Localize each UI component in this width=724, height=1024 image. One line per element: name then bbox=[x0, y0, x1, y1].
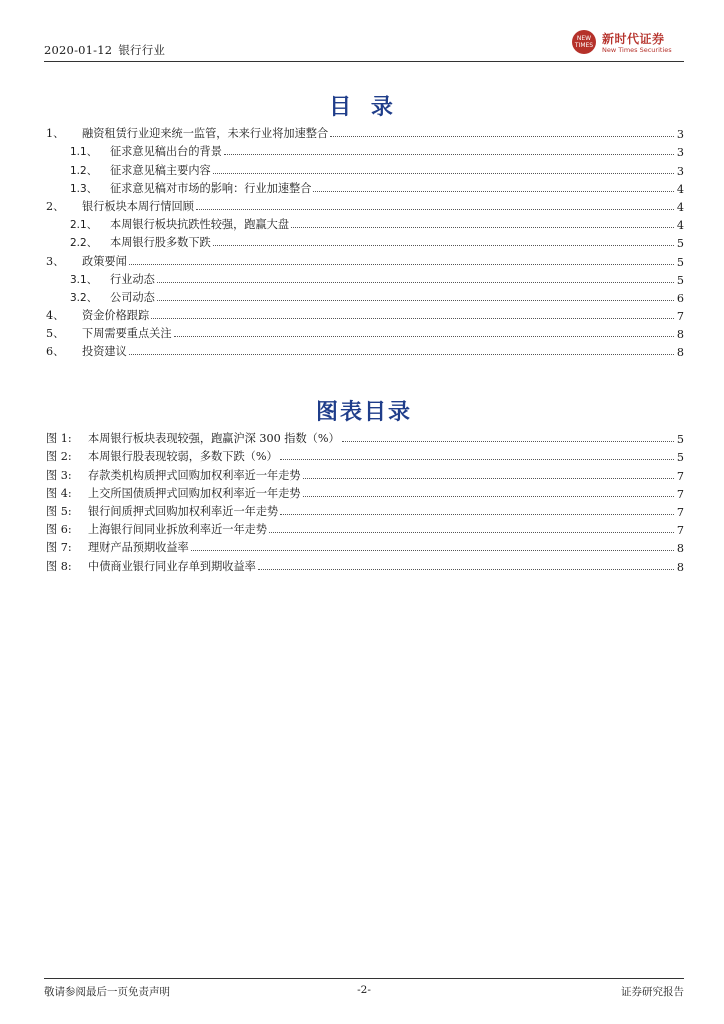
toc-entry-number: 3.2、 bbox=[70, 291, 98, 304]
figure-entry[interactable] bbox=[44, 428, 684, 446]
figure-entry-page: 7 bbox=[676, 487, 684, 501]
figure-entry[interactable] bbox=[44, 464, 684, 482]
toc-dot-leader bbox=[213, 173, 674, 174]
footer-page-number: -2- bbox=[357, 984, 371, 996]
figure-entry-number: 图 6: bbox=[46, 523, 72, 537]
figure-dot-leader bbox=[280, 514, 674, 515]
figure-dot-leader bbox=[269, 532, 674, 533]
figure-entry-number: 图 2: bbox=[46, 450, 72, 464]
toc-entry[interactable] bbox=[44, 269, 684, 287]
toc-entry-label: 政策要闻 bbox=[82, 254, 127, 268]
toc-entry-page: 5 bbox=[676, 255, 684, 269]
toc-entry[interactable] bbox=[44, 123, 684, 141]
toc-entry-label: 征求意见稿主要内容 bbox=[110, 163, 211, 177]
toc-entry[interactable] bbox=[44, 159, 684, 177]
header-text bbox=[44, 42, 165, 58]
toc-entry[interactable] bbox=[44, 178, 684, 196]
figure-dot-leader bbox=[258, 569, 674, 570]
figure-entry[interactable] bbox=[44, 519, 684, 537]
toc-entry-label: 征求意见稿对市场的影响：行业加速整合 bbox=[110, 181, 312, 195]
toc-entry-page: 7 bbox=[676, 310, 684, 324]
toc-entry-label: 融资租赁行业迎来统一监管，未来行业将加速整合 bbox=[82, 127, 329, 141]
toc-dot-leader bbox=[129, 354, 674, 355]
figure-entry[interactable] bbox=[44, 483, 684, 501]
report-date: 2020-01-12 bbox=[44, 43, 113, 57]
toc-entry-page: 3 bbox=[676, 146, 684, 160]
toc-list bbox=[44, 123, 684, 359]
figure-entry-label: 上交所国债质押式回购加权利率近一年走势 bbox=[88, 486, 301, 500]
toc-entry[interactable] bbox=[44, 341, 684, 359]
figure-entry-page: 8 bbox=[676, 560, 684, 574]
toc-entry[interactable] bbox=[44, 305, 684, 323]
page-footer bbox=[44, 978, 684, 999]
figure-entry-label: 银行间质押式回购加权利率近一年走势 bbox=[88, 504, 279, 518]
toc-entry-page: 5 bbox=[676, 237, 684, 251]
toc-entry-label: 投资建议 bbox=[82, 345, 127, 359]
toc-entry-label: 公司动态 bbox=[110, 290, 155, 304]
figure-entry-page: 7 bbox=[676, 469, 684, 483]
toc-dot-leader bbox=[313, 191, 674, 192]
toc-entry-page: 4 bbox=[676, 200, 684, 214]
toc-dot-leader bbox=[157, 300, 674, 301]
toc-entry-page: 3 bbox=[676, 128, 684, 142]
toc-dot-leader bbox=[291, 227, 674, 228]
figure-entry-number: 图 3: bbox=[46, 468, 72, 482]
figure-entry-label: 理财产品预期收益率 bbox=[88, 541, 189, 555]
figure-entry-label: 本周银行股表现较弱，多数下跌（%） bbox=[88, 450, 278, 464]
figure-entry-label: 存款类机构质押式回购加权利率近一年走势 bbox=[88, 468, 301, 482]
toc-dot-leader bbox=[174, 336, 674, 337]
toc-entry-number: 5、 bbox=[46, 327, 65, 341]
toc-entry[interactable] bbox=[44, 196, 684, 214]
toc-entry[interactable] bbox=[44, 232, 684, 250]
report-category: 银行行业 bbox=[118, 43, 166, 57]
toc-entry-number: 1.2、 bbox=[70, 164, 98, 177]
footer-report-type: 证券研究报告 bbox=[621, 986, 684, 998]
toc-dot-leader bbox=[330, 136, 674, 137]
toc-entry-number: 3.1、 bbox=[70, 273, 98, 286]
toc-entry-number: 6、 bbox=[46, 345, 65, 359]
figure-dot-leader bbox=[280, 459, 674, 460]
toc-entry-page: 3 bbox=[676, 164, 684, 178]
toc-dot-leader bbox=[224, 154, 674, 155]
figure-entry-page: 7 bbox=[676, 524, 684, 538]
figure-entry-page: 5 bbox=[676, 451, 684, 465]
toc-entry-label: 下周需要重点关注 bbox=[82, 327, 172, 341]
figure-entry[interactable] bbox=[44, 537, 684, 555]
figure-entry-number: 图 1: bbox=[46, 432, 72, 446]
toc-entry-number: 3、 bbox=[46, 254, 65, 268]
toc-entry-page: 6 bbox=[676, 291, 684, 305]
toc-entry-number: 4、 bbox=[46, 309, 65, 323]
toc-entry-number: 1.3、 bbox=[70, 182, 98, 195]
figure-dot-leader bbox=[191, 550, 674, 551]
toc-entry-page: 4 bbox=[676, 182, 684, 196]
toc-entry-number: 2.1、 bbox=[70, 219, 98, 232]
toc-dot-leader bbox=[157, 282, 674, 283]
logo-badge-icon: NEW TIMES bbox=[572, 30, 596, 54]
toc-entry-page: 4 bbox=[676, 219, 684, 233]
figure-entry-label: 中债商业银行同业存单到期收益率 bbox=[88, 559, 256, 573]
toc-entry-label: 本周银行股多数下跌 bbox=[110, 236, 211, 250]
toc-entry-label: 行业动态 bbox=[110, 272, 155, 286]
figure-entry[interactable] bbox=[44, 446, 684, 464]
figure-entry-page: 7 bbox=[676, 505, 684, 519]
toc-dot-leader bbox=[213, 245, 674, 246]
toc-entry-number: 2、 bbox=[46, 199, 65, 213]
figure-list bbox=[44, 428, 684, 574]
figure-entry-page: 5 bbox=[676, 433, 684, 447]
company-logo bbox=[572, 30, 684, 58]
logo-chinese-name: 新时代证券 bbox=[602, 32, 665, 46]
toc-entry[interactable] bbox=[44, 323, 684, 341]
toc-entry-number: 1、 bbox=[46, 127, 65, 141]
figure-entry-label: 本周银行板块表现较强，跑赢沪深 300 指数（%） bbox=[88, 432, 340, 446]
figure-entry-page: 8 bbox=[676, 542, 684, 556]
toc-dot-leader bbox=[196, 209, 674, 210]
toc-dot-leader bbox=[129, 264, 674, 265]
toc-entry-label: 本周银行板块抗跌性较强，跑赢大盘 bbox=[110, 218, 290, 232]
figure-list-title: 图表目录 bbox=[315, 399, 412, 425]
toc-entry[interactable] bbox=[44, 250, 684, 268]
figure-entry-label: 上海银行间同业拆放利率近一年走势 bbox=[88, 523, 268, 537]
figure-entry[interactable] bbox=[44, 501, 684, 519]
toc-entry-label: 资金价格跟踪 bbox=[82, 309, 150, 323]
toc-entry-number: 1.1、 bbox=[70, 146, 98, 159]
figure-dot-leader bbox=[342, 441, 674, 442]
logo-english-name: New Times Securities bbox=[602, 46, 672, 54]
toc-entry-page: 8 bbox=[676, 346, 684, 360]
toc-entry[interactable] bbox=[44, 287, 684, 305]
toc-dot-leader bbox=[151, 318, 674, 319]
figure-entry[interactable] bbox=[44, 555, 684, 573]
figure-entry-number: 图 7: bbox=[46, 541, 72, 555]
toc-entry-label: 银行板块本周行情回顾 bbox=[82, 199, 194, 213]
toc-entry-number: 2.2、 bbox=[70, 237, 98, 250]
figure-entry-number: 图 5: bbox=[46, 504, 72, 518]
footer-disclaimer: 敬请参阅最后一页免责声明 bbox=[44, 986, 170, 998]
page-header bbox=[44, 32, 684, 60]
toc-entry-label: 征求意见稿出台的背景 bbox=[110, 145, 222, 159]
toc-entry-page: 8 bbox=[676, 328, 684, 342]
figure-dot-leader bbox=[303, 496, 674, 497]
figure-entry-number: 图 4: bbox=[46, 486, 72, 500]
toc-entry[interactable] bbox=[44, 214, 684, 232]
toc-entry-page: 5 bbox=[676, 273, 684, 287]
toc-entry[interactable] bbox=[44, 141, 684, 159]
figure-dot-leader bbox=[303, 478, 674, 479]
toc-title: 目 录 bbox=[329, 94, 399, 120]
header-divider bbox=[44, 61, 684, 62]
figure-entry-number: 图 8: bbox=[46, 559, 72, 573]
